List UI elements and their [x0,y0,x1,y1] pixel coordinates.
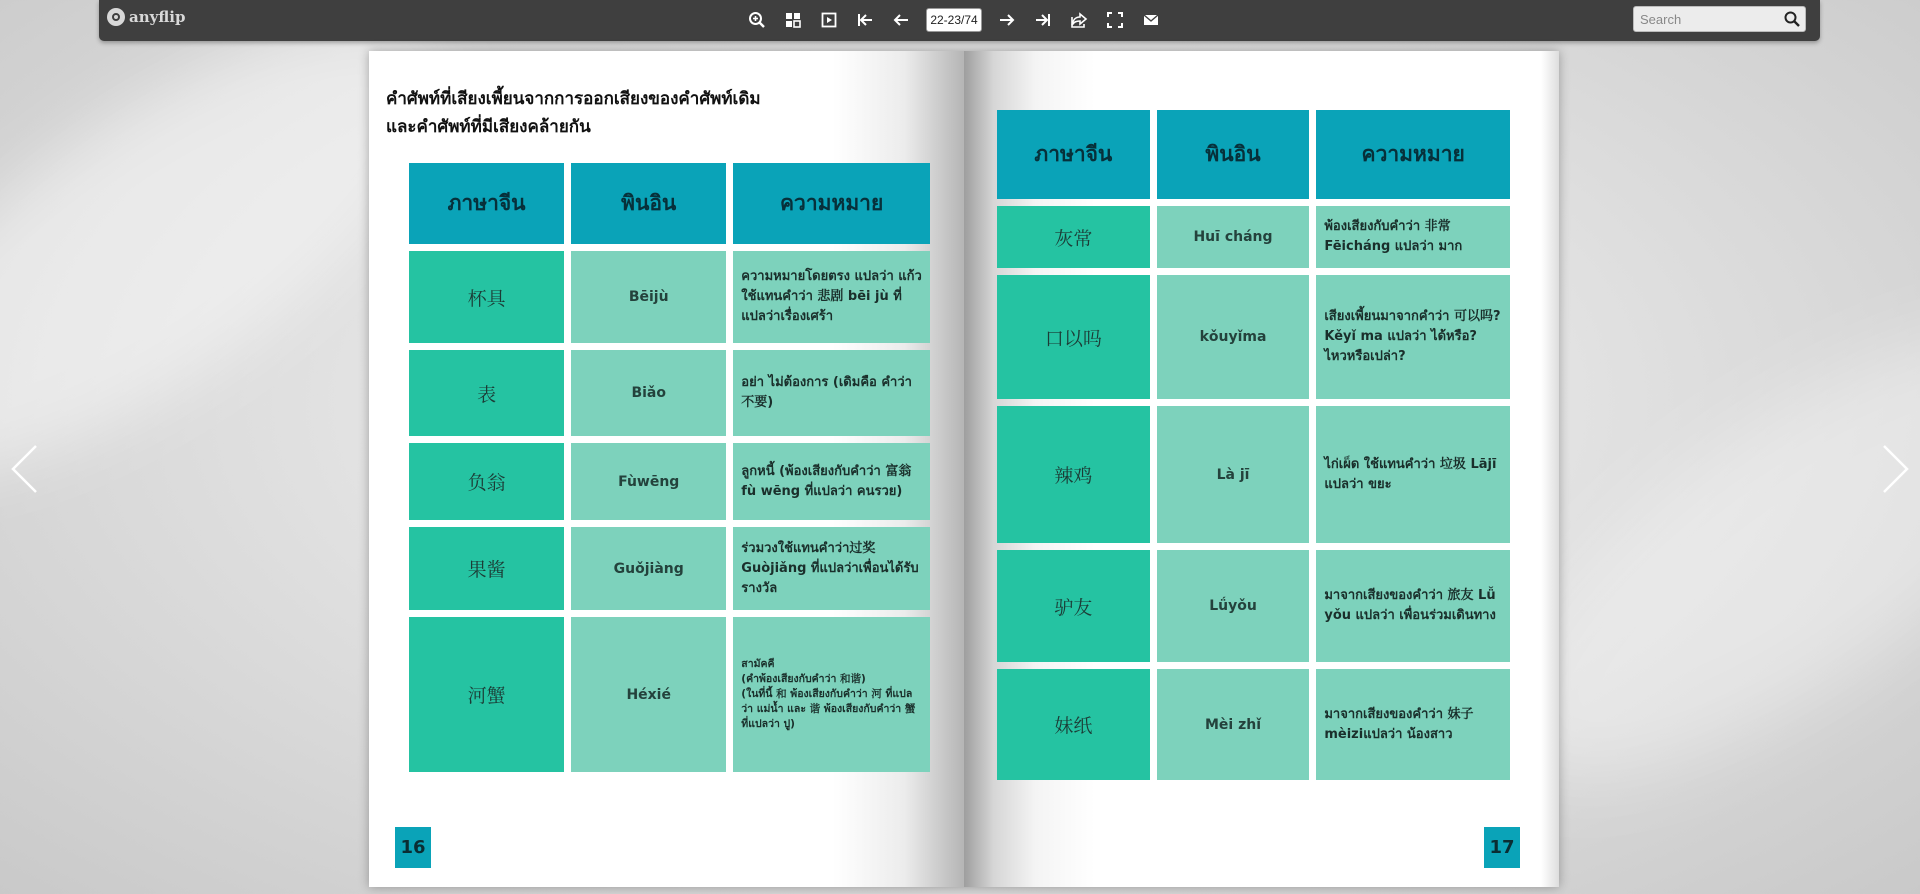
search-input[interactable] [1634,7,1786,31]
previous-page-button[interactable] [888,7,914,33]
header-chinese: ภาษาจีน [409,163,564,244]
fullscreen-button[interactable] [1102,7,1128,33]
single-page-icon [820,11,838,29]
search-icon[interactable] [1783,10,1801,28]
search-box [1633,6,1806,32]
zoom-in-icon [748,11,766,29]
pinyin-cell: Huī cháng [1157,206,1310,268]
chinese-cell: 河蟹 [409,617,564,772]
email-icon [1142,11,1160,29]
vocab-table-right [990,103,1517,787]
chinese-cell: 表 [409,350,564,436]
table-row [409,251,930,343]
previous-page-icon [892,11,910,29]
next-page-icon [998,11,1016,29]
page-right[interactable] [964,51,1559,887]
table-row [409,527,930,610]
flipbook [369,51,1559,887]
meaning-cell: ความหมายโดยตรง แปลว่า แก้ว ใช้แทนคำว่า 悲剧 bēi jù ที่แปลว่าเรื่องเศร้า [733,251,930,343]
meaning-cell: เสียงเพี้ยนมาจากคำว่า 可以吗? Kěyǐ ma แปลว่า ได้หรือ? ไหวหรือเปล่า? [1316,275,1510,399]
header-pinyin: พินอิน [1157,110,1310,199]
zoom-in-button[interactable] [744,7,770,33]
chinese-cell: 灰常 [997,206,1150,268]
table-row [409,350,930,436]
chinese-cell: 辣鸡 [997,406,1150,543]
page-indicator-input[interactable]: 22-23/74 [926,8,982,32]
header-pinyin: พินอิน [571,163,726,244]
meaning-cell: สามัคคี (คำพ้องเสียงกับคำว่า 和谐) (ในที่นี้ 和 พ้องเสียงกับคำว่า 河 ที่แปลว่า แม่น้ำ และ 谐 พ้องเสียงกับคำว่า 蟹 ที่แปลว่า ปู) [733,617,930,772]
next-page-button[interactable] [994,7,1020,33]
chinese-cell: 果酱 [409,527,564,610]
logo-icon [107,8,125,26]
thumbnails-icon [784,11,802,29]
header-meaning: ความหมาย [733,163,930,244]
meaning-cell: ไก่เผ็ด ใช้แทนคำว่า 垃圾 Lājī แปลว่า ขยะ [1316,406,1510,543]
table-header-row [997,110,1510,199]
thumbnails-button[interactable] [780,7,806,33]
last-page-button[interactable] [1030,7,1056,33]
pinyin-cell: Bēijù [571,251,726,343]
page-number: 16 [395,827,431,868]
table-row [409,443,930,520]
table-row [997,406,1510,543]
header-meaning: ความหมาย [1316,110,1510,199]
pinyin-cell: Héxié [571,617,726,772]
logo-text: anyflip [129,8,186,26]
page-number: 17 [1484,827,1520,868]
pinyin-cell: Biǎo [571,350,726,436]
chinese-cell: 杯具 [409,251,564,343]
toolbar [99,0,1820,41]
first-page-icon [856,11,874,29]
pinyin-cell: Là jī [1157,406,1310,543]
share-button[interactable] [1066,7,1092,33]
meaning-cell: พ้องเสียงกับคำว่า 非常 Fēicháng แปลว่า มาก [1316,206,1510,268]
share-icon [1070,11,1088,29]
next-page-arrow-icon[interactable] [1880,444,1910,494]
table-header-row [409,163,930,244]
chinese-cell: 驴友 [997,550,1150,662]
meaning-cell: มาจากเสียงของคำว่า 旅友 Lǚ yǒu แปลว่า เพื่อนร่วมเดินทาง [1316,550,1510,662]
logo[interactable] [107,8,185,26]
meaning-cell: มาจากเสียงของคำว่า 妹子 mèiziแปลว่า น้องสาว [1316,669,1510,780]
table-row [409,617,930,772]
pinyin-cell: kǒuyǐma [1157,275,1310,399]
table-row [997,550,1510,662]
pinyin-cell: Mèi zhǐ [1157,669,1310,780]
fullscreen-icon [1106,11,1124,29]
page-title: คำศัพท์ที่เสียงเพี้ยนจากการออกเสียงของคำศัพท์เดิม และคำศัพท์ที่มีเสียงคล้ายกัน [386,89,761,137]
meaning-cell: ลูกหนี้ (พ้องเสียงกับคำว่า 富翁 fù wēng ที่แปลว่า คนรวย) [733,443,930,520]
pinyin-cell: Guǒjiàng [571,527,726,610]
table-row [997,206,1510,268]
last-page-icon [1034,11,1052,29]
table-row [997,669,1510,780]
first-page-button[interactable] [852,7,878,33]
table-row [997,275,1510,399]
meaning-cell: ร่วมวงใช้แทนคำว่า过奖 Guòjiǎng ที่แปลว่าเพื่อนได้รับรางวัล [733,527,930,610]
header-chinese: ภาษาจีน [997,110,1150,199]
page-left[interactable] [369,51,964,887]
pinyin-cell: Fùwēng [571,443,726,520]
chinese-cell: 妹纸 [997,669,1150,780]
chinese-cell: 口以吗 [997,275,1150,399]
previous-page-arrow-icon[interactable] [10,444,40,494]
vocab-table-left [402,156,937,779]
chinese-cell: 负翁 [409,443,564,520]
email-button[interactable] [1138,7,1164,33]
pinyin-cell: Lǘyǒu [1157,550,1310,662]
single-page-button[interactable] [816,7,842,33]
meaning-cell: อย่า ไม่ต้องการ (เดิมคือ คำว่า 不要) [733,350,930,436]
toolbar-tools [739,7,1169,33]
